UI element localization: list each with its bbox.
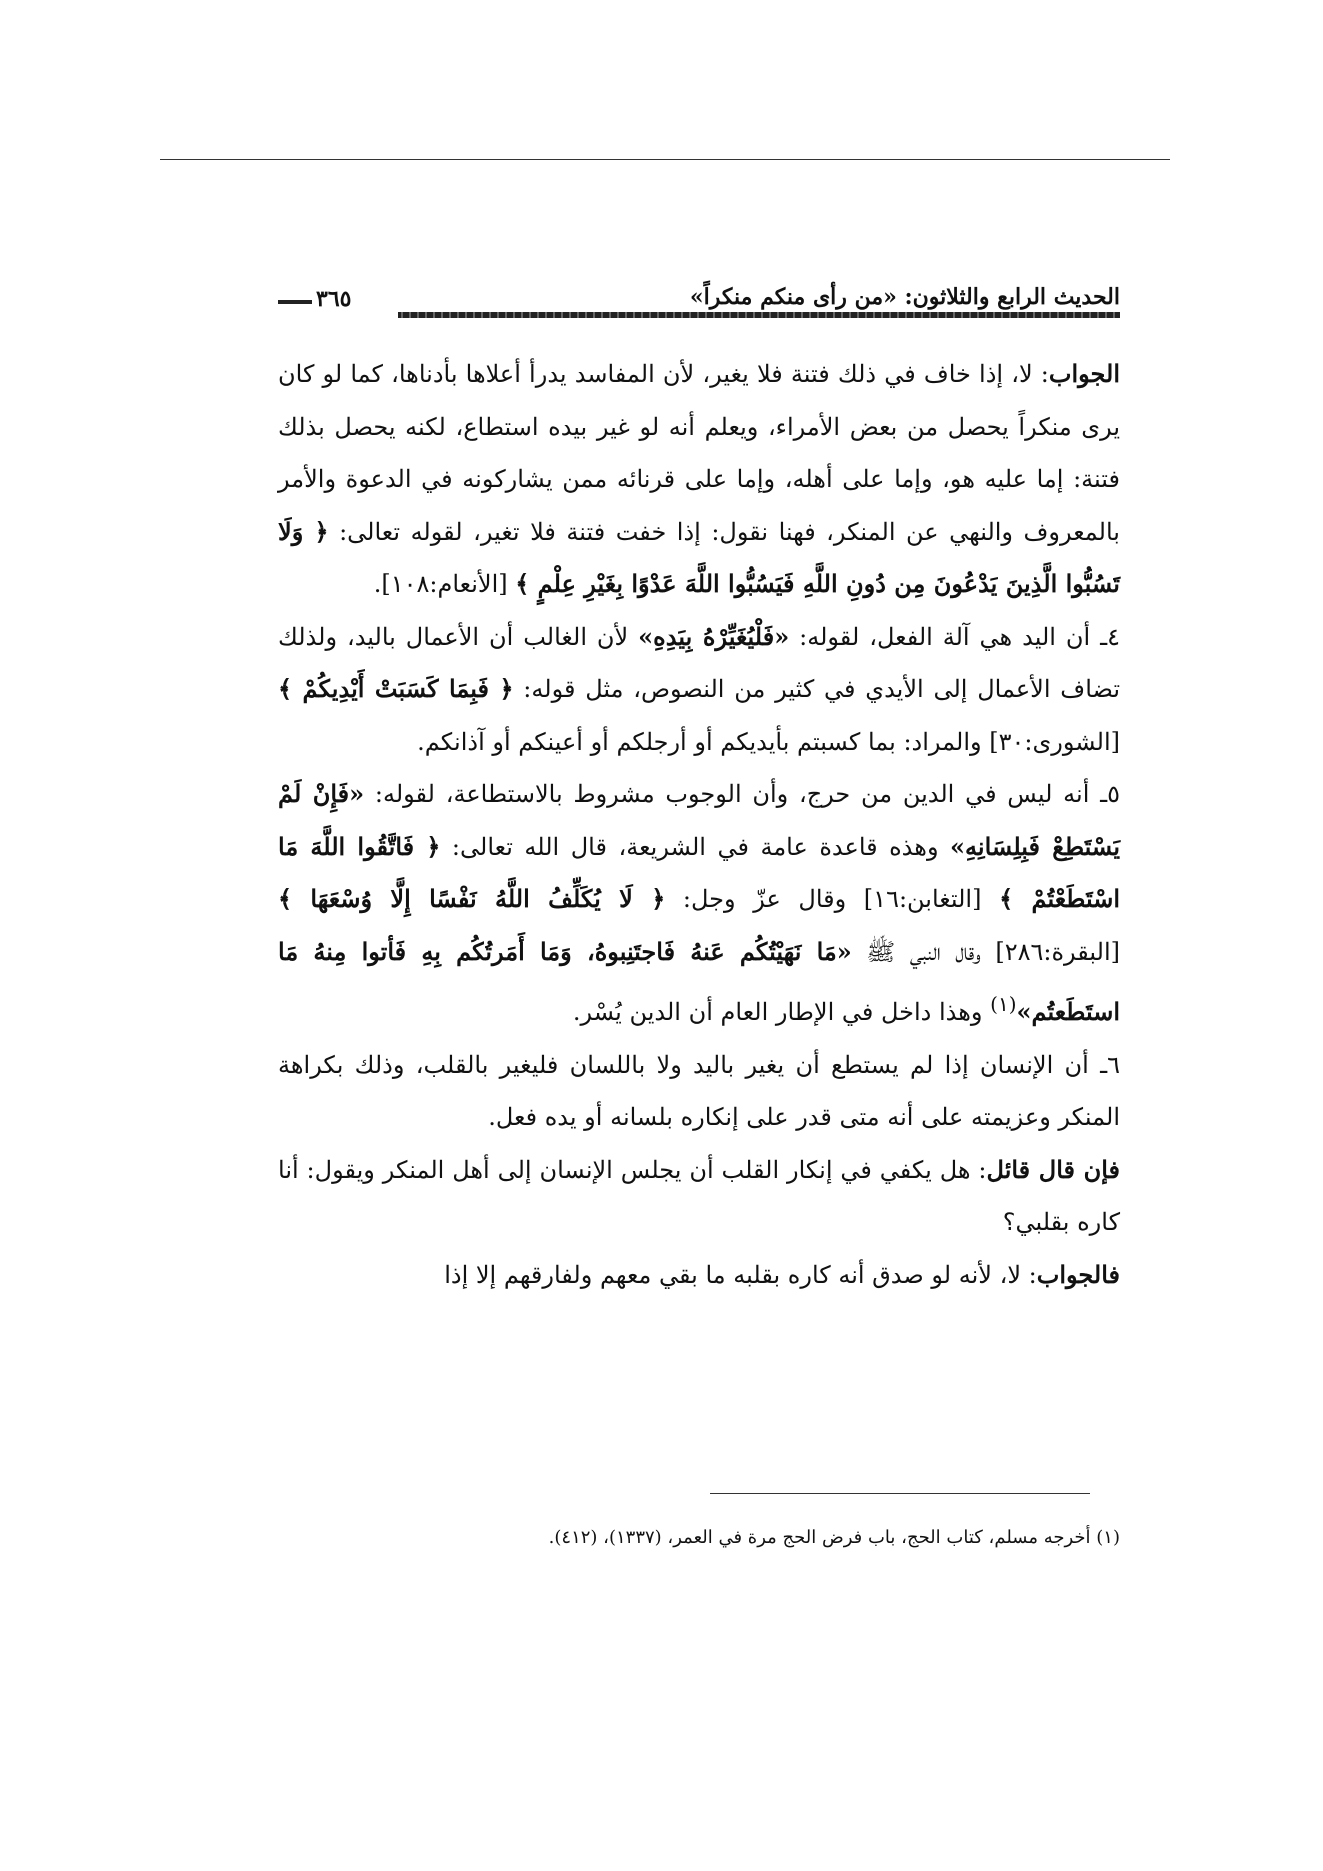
paragraph-lead: الجواب (1048, 359, 1120, 388)
hadith-quote: «مَا نَهَيْتُكُم عَنهُ فَاجتَنِبوهُ، وَمَا أَمَرتُكُم بِهِ فَأتوا مِنهُ مَا استَطَعتُم» (278, 936, 1120, 1026)
paragraph-text: : لا، لأنه لو صدق أنه كاره بقلبه ما بقي معهم ولفارقهم إلا إذا (444, 1260, 1037, 1289)
paragraph-text: : هل يكفي في إنكار القلب أن يجلس الإنسان إلى أهل المنكر ويقول: أنا كاره بقلبي؟ (278, 1155, 1120, 1236)
quran-verse: ﴿ لَا يُكَلِّفُ اللَّهُ نَفْسًا إِلَّا وُسْعَهَا ﴾ (278, 884, 666, 913)
paragraph-text: ٤ـ أن اليد هي آلة الفعل، لقوله: (789, 622, 1121, 651)
footnote-rule (710, 1493, 1090, 1494)
paragraph-question (278, 1144, 1120, 1249)
paragraph-point-5 (278, 768, 1120, 1039)
paragraph-text: وهذا داخل في الإطار العام أن الدين يُسْر. (572, 998, 991, 1026)
verse-citation: [التغابن:١٦] وقال عزّ وجل: (665, 885, 1000, 913)
header-band (398, 312, 1120, 318)
paragraph-text: لأن الغالب أن الأعمال باليد، ولذلك تضاف الأعمال إلى الأيدي في كثير من النصوص، مثل قوله: (278, 622, 1120, 703)
paragraph-text: : لا، إذا خاف في ذلك فتنة فلا يغير، لأن المفاسد يدرأ أعلاها بأدناها، كما لو كان يرى منكراً يحصل من بعض الأمراء، ويعلم أنه لو غير بيده استطاع، لكنه يحصل بذلك فتنة: إما عليه هو، وإما على أهله، وإما على قرنائه ممن يشاركونه في الدعوة والأمر بالمعروف والنهي عن المنكر، فهنا نقول: إذا خفت فتنة فلا تغير، لقوله تعالى: (278, 360, 1120, 546)
body-text (278, 348, 1120, 1301)
quran-verse: ﴿ فَاتَّقُوا اللَّهَ مَا اسْتَطَعْتُمْ ﴾ (278, 831, 1120, 913)
header-title: الحديث الرابع والثلاثون: «من رأى منكم منكراً» (689, 284, 1120, 310)
verse-citation: [البقرة:٢٨٦] وقال النبي ﷺ (851, 937, 1120, 966)
paragraph-lead: فإن قال قائل (986, 1154, 1121, 1184)
page-number-ornament (278, 300, 312, 304)
paragraph-text: ٦ـ أن الإنسان إذا لم يستطع أن يغير باليد ولا باللسان فليغير بالقلب، وذلك بكراهة المنكر وعزيمته على أنه متى قدر على إنكاره بلسانه أو يده فعل. (278, 1050, 1120, 1131)
paragraph-text: ٥ـ أنه ليس في الدين من حرج، وأن الوجوب مشروط بالاستطاعة، لقوله: (364, 780, 1120, 808)
hadith-quote: «فَلْيُغَيِّرْهُ بِيَدِهِ» (638, 621, 790, 651)
quran-verse: ﴿ فَبِمَا كَسَبَتْ أَيْدِيكُمْ ﴾ (278, 674, 514, 703)
page-number: ٣٦٥ (316, 286, 352, 312)
paragraph-point-6 (278, 1039, 1120, 1144)
paragraph-text: وهذه قاعدة عامة في الشريعة، قال الله تعالى: (440, 832, 951, 861)
hadith-quote: «فَإِنْ لَمْ يَسْتَطِعْ فَبِلِسَانِهِ» (278, 779, 1121, 861)
running-header (278, 282, 1120, 328)
footnote: (١) أخرجه مسلم، كتاب الحج، باب فرض الحج مرة في العمر، (١٣٣٧)، (٤١٢). (548, 1527, 1120, 1548)
paragraph-answer-2 (278, 1249, 1120, 1302)
top-rule (160, 159, 1170, 160)
verse-citation: [الأنعام:١٠٨]. (373, 570, 516, 598)
paragraph-answer (278, 348, 1120, 611)
paragraph-point-4 (278, 611, 1120, 769)
footnote-reference[interactable]: (١) (990, 992, 1017, 1016)
quran-verse: ﴿ وَلَا تَسُبُّوا الَّذِينَ يَدْعُونَ مِن دُونِ اللَّهِ فَيَسُبُّوا اللَّهَ عَدْوًا بِغَيْرِ عِلْمٍ ﴾ (278, 516, 1120, 598)
verse-citation: [الشورى:٣٠] والمراد: بما كسبتم بأيديكم أو أرجلكم أو أعينكم أو آذانكم. (417, 727, 1120, 756)
paragraph-lead: فالجواب (1036, 1259, 1120, 1289)
